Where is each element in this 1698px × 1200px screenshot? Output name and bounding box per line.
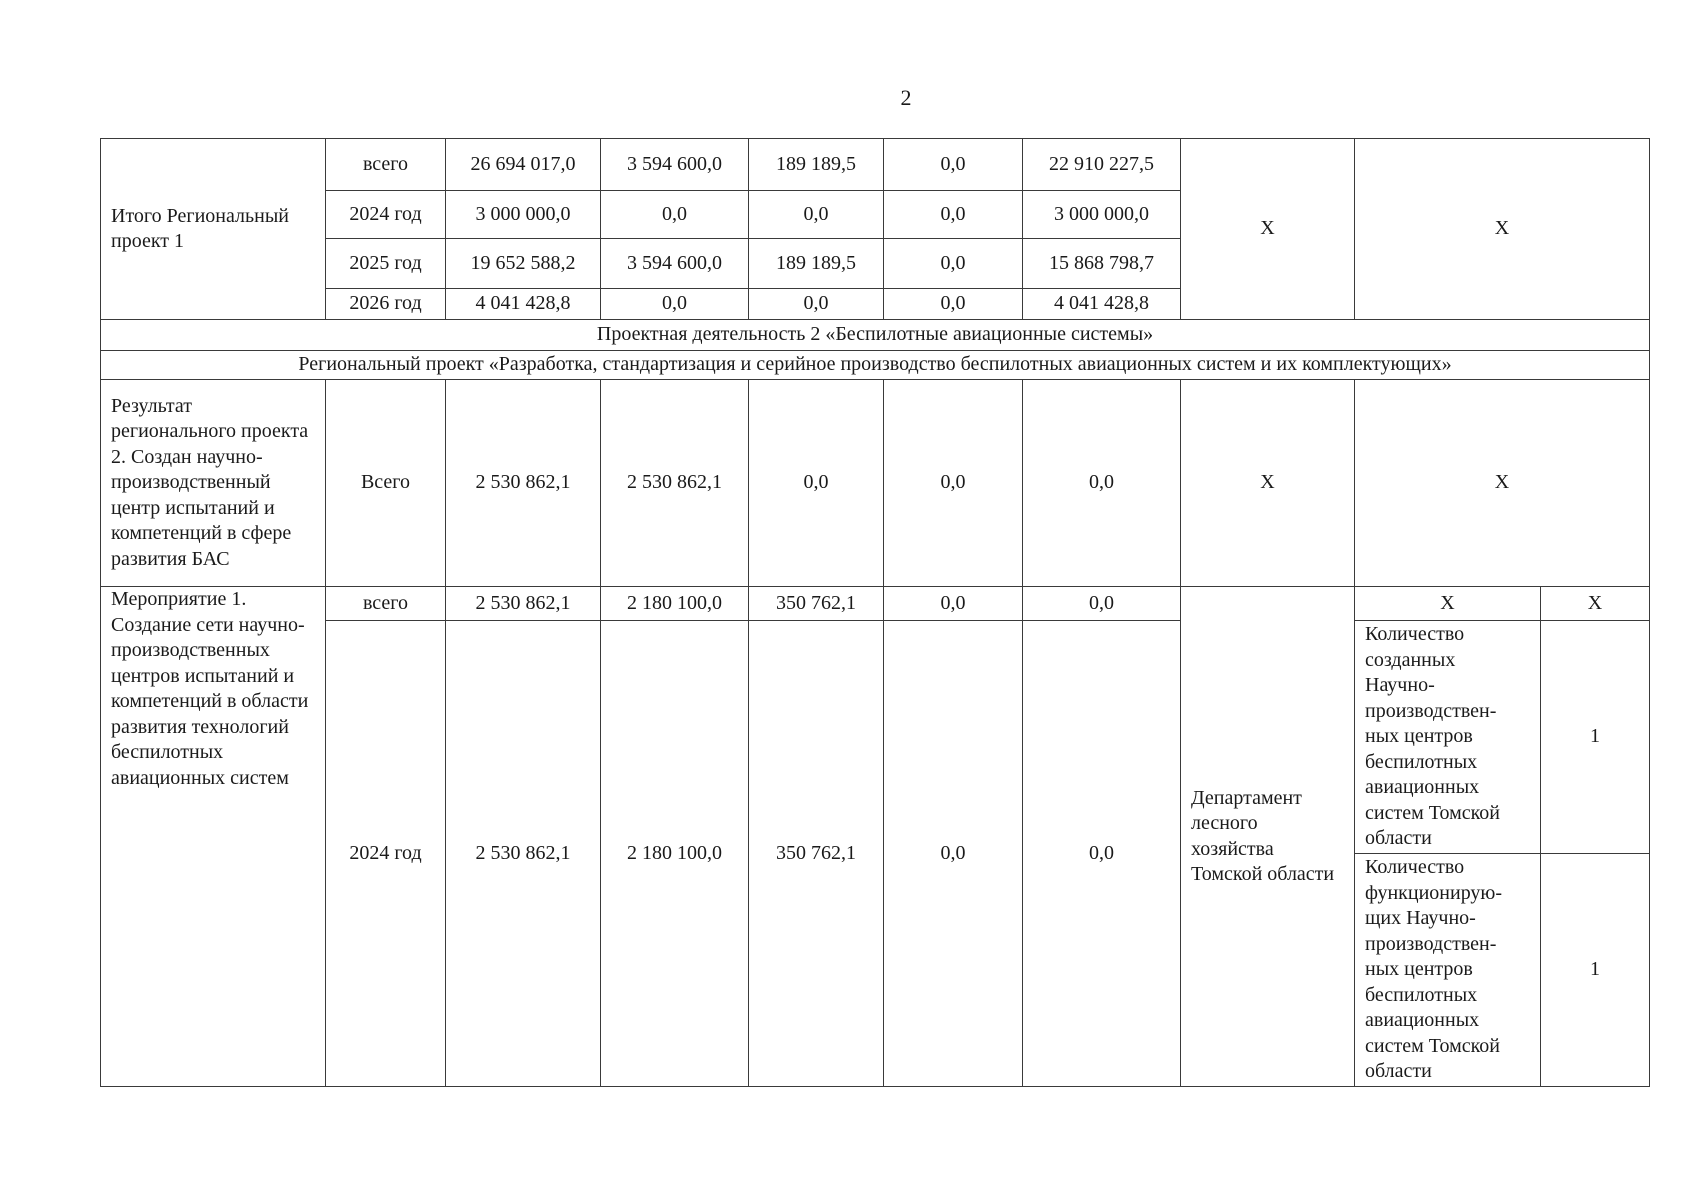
- indicator-value: 1: [1541, 621, 1650, 854]
- indicator-name: Количество созданных Научно-производствен-ных центров беспилотных авиационных систем Томской области: [1355, 621, 1541, 854]
- amount-cell: 0,0: [749, 289, 884, 320]
- amount-cell: 0,0: [1023, 621, 1181, 1087]
- indicator-cell: Х: [1355, 380, 1650, 587]
- table-row: [101, 621, 1650, 854]
- amount-cell: 0,0: [884, 139, 1023, 191]
- table-row: [101, 320, 1650, 351]
- amount-cell: 0,0: [884, 239, 1023, 289]
- period-cell: всего: [326, 139, 446, 191]
- amount-cell: 0,0: [884, 587, 1023, 621]
- section-title: Проектная деятельность 2 «Беспилотные авиационные системы»: [101, 320, 1650, 351]
- amount-cell: 0,0: [884, 380, 1023, 587]
- period-cell: Всего: [326, 380, 446, 587]
- indicator-value: 1: [1541, 854, 1650, 1087]
- amount-cell: 2 530 862,1: [446, 380, 601, 587]
- amount-cell: 350 762,1: [749, 587, 884, 621]
- amount-cell: 0,0: [601, 289, 749, 320]
- period-cell: всего: [326, 587, 446, 621]
- responsible-cell: Х: [1181, 380, 1355, 587]
- amount-cell: 0,0: [884, 621, 1023, 1087]
- table-row: [101, 587, 1650, 621]
- activity-title: Мероприятие 1. Создание сети научно-производственных центров испытаний и компетенций в области развития технологий беспилотных авиационных систем: [101, 587, 326, 1087]
- amount-cell: 0,0: [749, 191, 884, 239]
- amount-cell: 0,0: [1023, 587, 1181, 621]
- total-project-title: Итого Региональный проект 1: [101, 139, 326, 320]
- amount-cell: 3 594 600,0: [601, 139, 749, 191]
- page-number: 2: [900, 85, 912, 110]
- period-cell: 2024 год: [326, 191, 446, 239]
- budget-table: [100, 138, 1650, 1087]
- responsible-cell: Х: [1181, 139, 1355, 320]
- responsible-department: Департамент лесного хозяйства Томской области: [1181, 587, 1355, 1087]
- period-cell: 2024 год: [326, 621, 446, 1087]
- amount-cell: 22 910 227,5: [1023, 139, 1181, 191]
- amount-cell: 189 189,5: [749, 239, 884, 289]
- amount-cell: 2 530 862,1: [446, 621, 601, 1087]
- indicator-cell: Х: [1355, 139, 1650, 320]
- amount-cell: 0,0: [601, 191, 749, 239]
- amount-cell: 4 041 428,8: [1023, 289, 1181, 320]
- amount-cell: 3 000 000,0: [1023, 191, 1181, 239]
- amount-cell: 2 180 100,0: [601, 621, 749, 1087]
- amount-cell: 0,0: [884, 289, 1023, 320]
- period-cell: 2026 год: [326, 289, 446, 320]
- period-cell: 2025 год: [326, 239, 446, 289]
- table-row: [101, 139, 1650, 191]
- amount-cell: 3 000 000,0: [446, 191, 601, 239]
- amount-cell: 4 041 428,8: [446, 289, 601, 320]
- amount-cell: 0,0: [749, 380, 884, 587]
- amount-cell: 0,0: [884, 191, 1023, 239]
- table-row: [101, 380, 1650, 587]
- indicator-header: Х: [1355, 587, 1541, 621]
- indicator-name: Количество функционирую-щих Научно-производствен-ных центров беспилотных авиационных систем Томской области: [1355, 854, 1541, 1087]
- project-title: Региональный проект «Разработка, стандартизация и серийное производство беспилотных авиационных систем и их комплектующих»: [101, 351, 1650, 380]
- amount-cell: 26 694 017,0: [446, 139, 601, 191]
- amount-cell: 189 189,5: [749, 139, 884, 191]
- result-title: Результат регионального проекта 2. Создан научно-производственный центр испытаний и компетенций в сфере развития БАС: [101, 380, 326, 587]
- table-row: [101, 351, 1650, 380]
- amount-cell: 19 652 588,2: [446, 239, 601, 289]
- amount-cell: 0,0: [1023, 380, 1181, 587]
- amount-cell: 2 180 100,0: [601, 587, 749, 621]
- amount-cell: 15 868 798,7: [1023, 239, 1181, 289]
- amount-cell: 3 594 600,0: [601, 239, 749, 289]
- amount-cell: 2 530 862,1: [446, 587, 601, 621]
- amount-cell: 350 762,1: [749, 621, 884, 1087]
- value-header: Х: [1541, 587, 1650, 621]
- amount-cell: 2 530 862,1: [601, 380, 749, 587]
